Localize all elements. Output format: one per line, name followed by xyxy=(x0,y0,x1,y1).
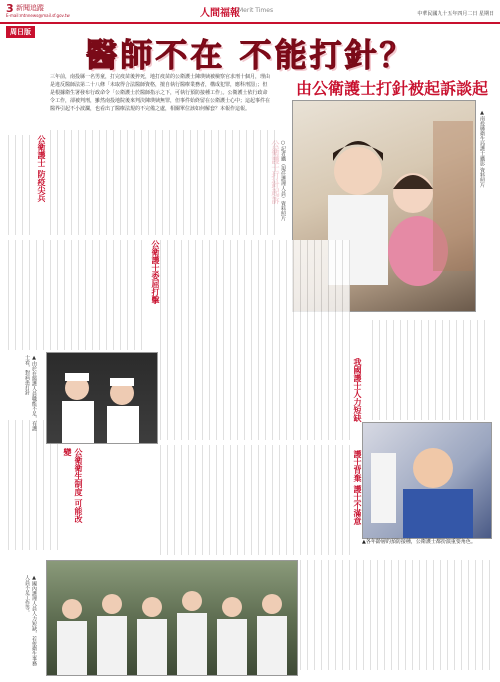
edition-tag: 周日版 xyxy=(6,26,35,38)
injection-illustration xyxy=(363,423,491,538)
body-text-block-3 xyxy=(8,240,148,350)
nurses-group-illustration xyxy=(47,561,297,675)
injection-photo xyxy=(362,422,492,539)
page-number: 3 xyxy=(6,2,14,15)
photo-caption-4 xyxy=(362,539,492,546)
caption-4-text: ▲各年齡層的預防接種，公衛護士都扮演重要角色。 xyxy=(362,539,476,545)
section-title-4: 我國護士人力短缺 xyxy=(353,358,362,422)
header-rule xyxy=(0,22,500,24)
email[interactable]: E-mail:mtnnews@mail.sf.gov.tw xyxy=(6,13,70,18)
body-text-block-4 xyxy=(160,240,350,440)
subheadline: 由公衛護士打針被起訴談起 xyxy=(295,79,488,98)
photo-caption-5: ▲國內護理人員人力短缺，若依衛生事務人員不足工作等。 xyxy=(24,575,37,666)
photo-caption-1: ▲南投縣衛生局護士攝影 資料照片 xyxy=(479,110,485,188)
photo-caption-2: ○記者攝（現任護理人員）資料照片 xyxy=(280,140,286,221)
body-text-block-1 xyxy=(50,130,280,235)
section-title-5: 護士背棄 護士不滿意 xyxy=(353,450,362,525)
newspaper-logo-en: Merit Times xyxy=(238,7,274,14)
body-text-block-6 xyxy=(160,445,350,555)
section-title-1: 公衛護士 防疫尖兵 xyxy=(37,135,46,202)
body-text-block-7 xyxy=(300,560,490,670)
photo-caption-3: ▲由於在醫護人員職能不足，有護士看，對病患打針 xyxy=(24,355,37,431)
body-text-block-5 xyxy=(372,320,490,420)
headline: 醫師不在 不能打針？ xyxy=(85,36,415,74)
nurses-illustration xyxy=(47,353,157,443)
nurses-cap-photo xyxy=(46,352,158,444)
lead-paragraph: 三年前，南投縣一名男童，打完疫苗後猝死，地打疫苗的公衛護士陳瑛姨被檢察官求刑十個月，理由是違反醫師法第二十八條「未取得合法醫師資格，擅自執行醫療業務者，構成犯罪，應科刑罰」；但是根據衛生署發布行政命令「公衛護士於醫師指示之下，可執行預防接種工作」。公衛護士依行政命令工作，卻被判刑，雖然南投地院後來判決陳瑛姨無罪，但事件始終留在公衛護士心中；這起事件在醫界引起不小波瀾，也看出了醫療法規的不完備之處，相關單位該如何解套？本報作這報。 xyxy=(50,74,270,112)
body-text-block-2 xyxy=(8,135,33,235)
date: 中華民國九十五年四月二日 星期日 xyxy=(417,11,494,17)
section-title-3: 公衛護士委屈打擊 xyxy=(151,240,160,304)
section-title-6: 公衛衛生制度 可能改變 xyxy=(63,448,83,523)
nurses-group-photo xyxy=(46,560,298,676)
newspaper-logo: 人間福報 xyxy=(200,8,240,19)
section-name: 新聞追蹤 xyxy=(16,4,44,12)
